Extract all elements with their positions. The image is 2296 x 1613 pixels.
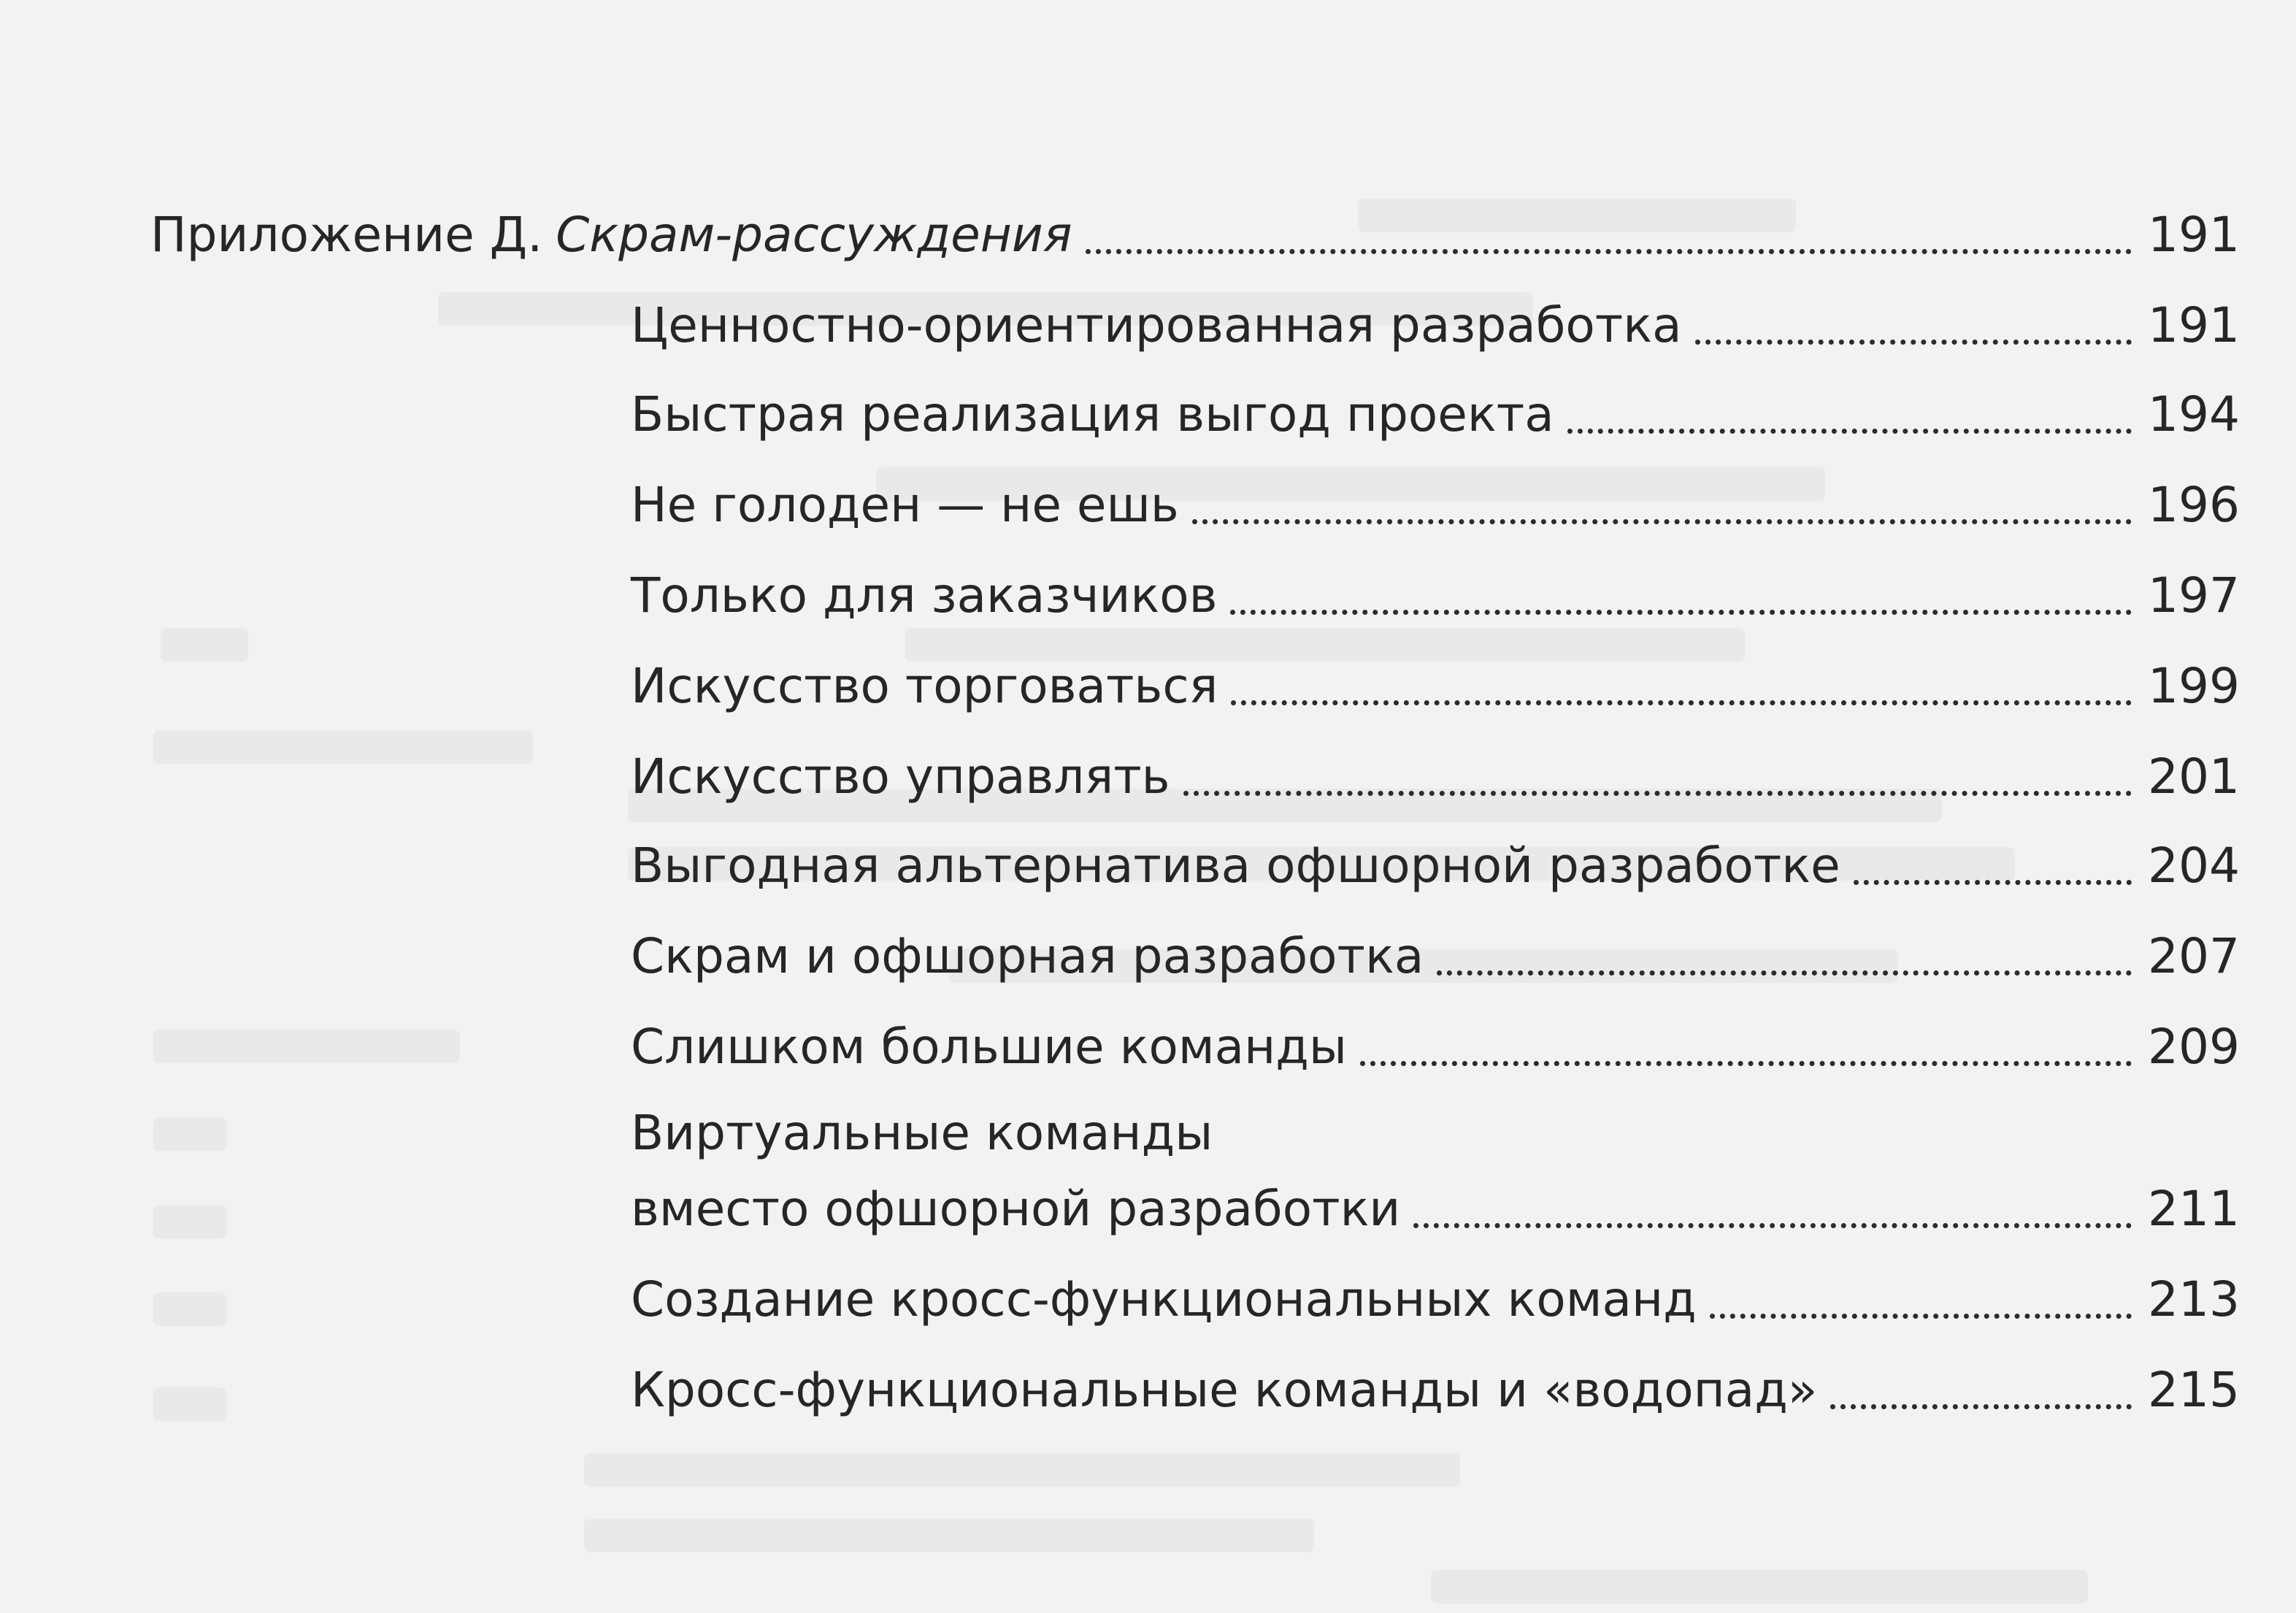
dot-leader <box>1086 249 2132 254</box>
entry-title: Скрам и офшорная разработка <box>631 928 1424 984</box>
dot-leader <box>1567 429 2132 434</box>
entry-title: Слишком большие команды <box>631 1019 1347 1075</box>
dot-leader <box>1437 970 2132 976</box>
page-number: 211 <box>2148 1181 2240 1237</box>
toc-appendix-row[interactable] <box>150 191 2240 264</box>
entry-title: Ценностно-ориентированная разработка <box>631 297 1682 353</box>
dot-leader <box>1710 1314 2132 1319</box>
entry-title: Искусство торговаться <box>631 658 1218 714</box>
entry-title: Искусство управлять <box>631 748 1170 805</box>
toc-entry[interactable] <box>631 461 2240 535</box>
toc-entry[interactable] <box>631 913 2240 986</box>
entry-title-line2: вместо офшорной разработки <box>631 1181 1401 1237</box>
entry-title: Кросс-функциональные команды и «водопад» <box>631 1362 1818 1418</box>
page-number: 207 <box>2148 928 2240 984</box>
toc-entry[interactable] <box>631 1003 2240 1076</box>
page-number: 215 <box>2148 1362 2240 1418</box>
toc-entry[interactable] <box>631 371 2240 444</box>
appendix-prefix: Приложение Д. <box>150 207 543 263</box>
page-number: 199 <box>2148 658 2240 714</box>
entry-title: Выгодная альтернатива офшорной разработке <box>631 838 1840 894</box>
page-number: 197 <box>2148 567 2240 624</box>
page-number: 213 <box>2148 1271 2240 1327</box>
page-number: 196 <box>2148 477 2240 533</box>
entry-title-line1[interactable]: Виртуальные команды <box>631 1105 1213 1161</box>
toc-entry[interactable] <box>631 733 2240 806</box>
entry-title: Не голоден — не ешь <box>631 477 1179 533</box>
toc-entry[interactable] <box>631 822 2240 895</box>
dot-leader <box>1695 340 2132 345</box>
dot-leader <box>1183 791 2132 796</box>
page-number: 194 <box>2148 386 2240 442</box>
toc-entry[interactable] <box>631 282 2240 355</box>
dot-leader <box>1230 610 2132 615</box>
entry-title: Быстрая реализация выгод проекта <box>631 386 1554 442</box>
toc-entry[interactable] <box>631 552 2240 625</box>
toc-entry[interactable] <box>631 643 2240 716</box>
page-number: 209 <box>2148 1019 2240 1075</box>
page-number: 191 <box>2148 297 2240 353</box>
toc-entry[interactable] <box>631 1346 2240 1419</box>
page-number: 191 <box>2148 207 2240 263</box>
dot-leader <box>1413 1223 2132 1228</box>
toc-entry[interactable] <box>631 1165 2240 1238</box>
dot-leader <box>1830 1404 2132 1409</box>
entry-title: Только для заказчиков <box>631 567 1218 624</box>
page-number: 201 <box>2148 748 2240 805</box>
appendix-title: Скрам-рассуждения <box>556 207 1072 263</box>
dot-leader <box>1854 880 2132 885</box>
page-number: 204 <box>2148 838 2240 894</box>
dot-leader <box>1231 700 2132 705</box>
dot-leader <box>1360 1061 2132 1066</box>
entry-title: Создание кросс-функциональных команд <box>631 1271 1697 1327</box>
dot-leader <box>1192 519 2132 524</box>
toc-entry[interactable] <box>631 1256 2240 1329</box>
